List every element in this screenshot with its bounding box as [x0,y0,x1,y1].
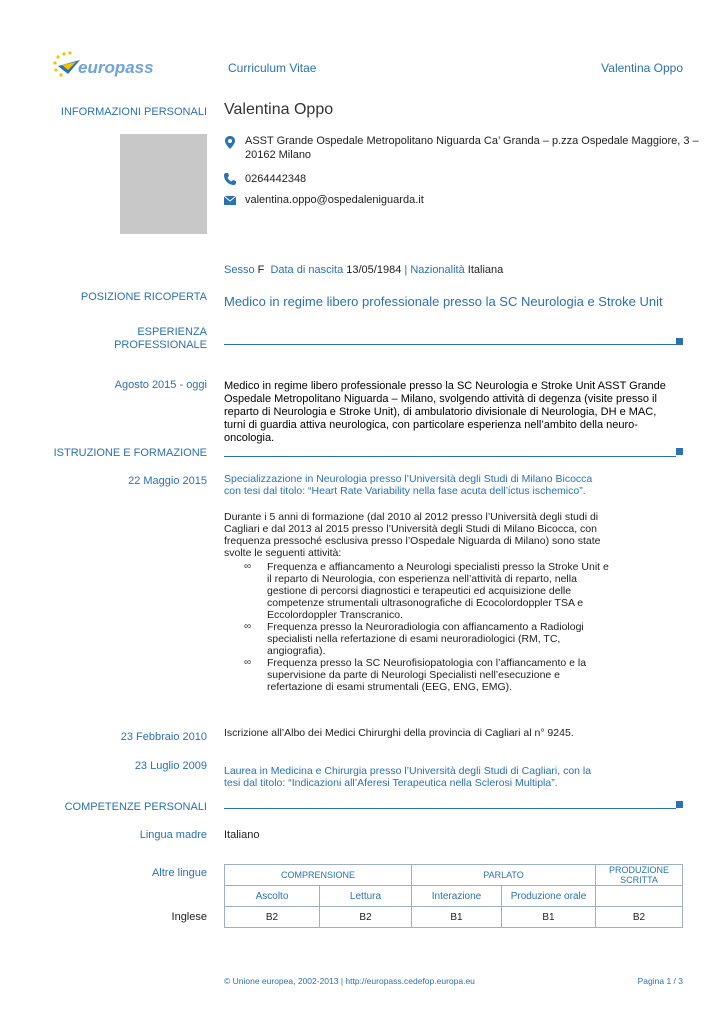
address-line-1: ASST Grande Ospedale Metropolitano Niguarda Ca’ Granda – p.zza Ospedale Maggiore, 3 – [245,135,699,147]
table-cell: B1 [502,907,596,928]
table-cell: B2 [596,907,683,928]
bullet-symbol: ∞ [244,657,252,668]
education-title: Iscrizione all’Albo dei Medici Chirurghi della provincia di Cagliari al n° 9245. [224,727,574,739]
section-divider [224,456,676,457]
section-label-education: ISTRUZIONE E FORMAZIONE [53,447,207,459]
person-name: Valentina Oppo [224,101,334,118]
header-parlato: PARLATO [412,865,596,886]
phone: 0264442348 [245,173,307,185]
list-item [224,621,609,657]
section-marker [676,448,683,455]
header-name: Valentina Oppo [601,61,683,75]
subheader-interazione: Interazione [412,886,502,907]
experience-date: Agosto 2015 - oggi [114,379,207,391]
email: valentina.oppo@ospedaleniguarda.it [245,194,424,206]
subheader-produzione-orale: Produzione orale [502,886,596,907]
education-date: 23 Febbraio 2010 [120,731,207,743]
subheader-empty [596,886,683,907]
section-marker [676,801,683,808]
email-icon [224,196,236,205]
sex-label: Sesso [224,264,255,276]
experience-text: Medico in regime libero professionale presso la SC Neurologia e Stroke Unit ASST Grande Ospedale Metropolitano Niguarda – Milano, svolgendo attività di degenza (visite presso il reparto di Neurologia e Stroke Unit), di ambulatorio divisionale di Neurologia, DH e MAC, turni di guardia attiva neurologica, con particolare esperienza nell’ambito della neuro-oncologia. [224,380,666,444]
nationality-value: Italiana [467,264,504,276]
nationality-label: Nazionalità [410,264,465,276]
table-cell: B2 [225,907,320,928]
bullet-text: Frequenza presso la SC Neurofisiopatologia con l’affiancamento e la supervisione da parte di Neurologi Specialisti nell’esecuzione e refertazione di esami strumentali (EEG, ENG, EMG). [267,657,587,693]
birth-value: 13/05/1984 [346,264,402,276]
section-divider [224,344,676,345]
photo-placeholder [120,134,207,234]
section-label-experience: ESPERIENZA PROFESSIONALE [114,326,207,351]
bullet-text: Frequenza e affiancamento a Neurologi specialisti presso la Stroke Unit e il reparto di Neurologia, con esperienza nell’attività di reparto, nella gestione di percorsi diagnostici e terapeutici ed acquisizione delle competenze strumentali ultrasonografiche di Ecocolordoppler TSA e Eccolordoppler Transcranico. [267,561,609,621]
location-icon [225,136,235,149]
personal-details [224,264,503,276]
birth-label: Data di nascita [270,264,344,276]
list-item [224,657,609,693]
section-marker [676,338,683,345]
table-cell: B2 [320,907,412,928]
doc-title: Curriculum Vitae [228,61,317,75]
footer-copyright: © Unione europea, 2002-2013 | http://europass.cedefop.europa.eu [224,976,475,986]
language-table [224,864,683,928]
language-name: Inglese [171,911,207,923]
position-value: Medico in regime libero professionale presso la SC Neurologia e Stroke Unit [224,294,663,309]
other-languages-label: Altre lingue [151,867,207,879]
education-date: 22 Maggio 2015 [128,475,207,487]
address-line-2: 20162 Milano [245,149,312,161]
section-divider [224,808,676,809]
sex-value: F [257,264,265,276]
address [245,134,699,162]
education-date: 23 Luglio 2009 [134,760,207,772]
bullet-text: Frequenza presso la Neuroradiologia con affiancamento a Radiologi specialisti nella refertazione di esami neuroradiologici (RM, TC, angiografia). [267,621,584,657]
education-title: Specializzazione in Neurologia presso l’Università degli Studi di Milano Bicocca con tesi dal titolo: “Heart Rate Variability nella fase acuta dell’ictus ischemico”. [224,473,593,497]
table-cell: B1 [412,907,502,928]
section-label-position: POSIZIONE RICOPERTA [80,291,207,303]
subheader-ascolto: Ascolto [225,886,320,907]
mother-tongue-label: Lingua madre [139,829,207,841]
header-produzione-scritta: PRODUZIONE SCRITTA [596,865,683,886]
bullet-symbol: ∞ [244,621,252,632]
section-label-skills: COMPETENZE PERSONALI [64,801,207,813]
education-intro: Durante i 5 anni di formazione (dal 2010 al 2012 presso l’Università degli studi di Cagliari e dal 2013 al 2015 presso l’Università degli Studi di Milano Bicocca, con frequenza pressoché esclusiva presso l’Ospedale Niguarda di Milano) sono state svolte le seguenti attività: [224,511,601,559]
list-item [224,561,609,621]
table-header-row [225,865,683,886]
header-comprensione: COMPRENSIONE [225,865,412,886]
section-label-personal: INFORMAZIONI PERSONALI [60,106,207,118]
table-row [225,907,683,928]
education-title: Laurea in Medicina e Chirurgia presso l’Università degli Studi di Cagliari, con la tesi dal titolo: “Indicazioni all’Aferesi Terapeutica nella Sclerosi Multipla”. [224,765,592,789]
education-bullet-list [224,561,609,693]
subheader-lettura: Lettura [320,886,412,907]
table-subheader-row [225,886,683,907]
footer-page: Pagina 1 / 3 [637,976,683,986]
phone-icon [224,173,236,185]
europass-logo [50,50,160,84]
separator: | [404,264,408,276]
logo-text: europass [78,58,154,77]
mother-tongue-value: Italiano [224,829,260,841]
bullet-symbol: ∞ [244,561,252,572]
